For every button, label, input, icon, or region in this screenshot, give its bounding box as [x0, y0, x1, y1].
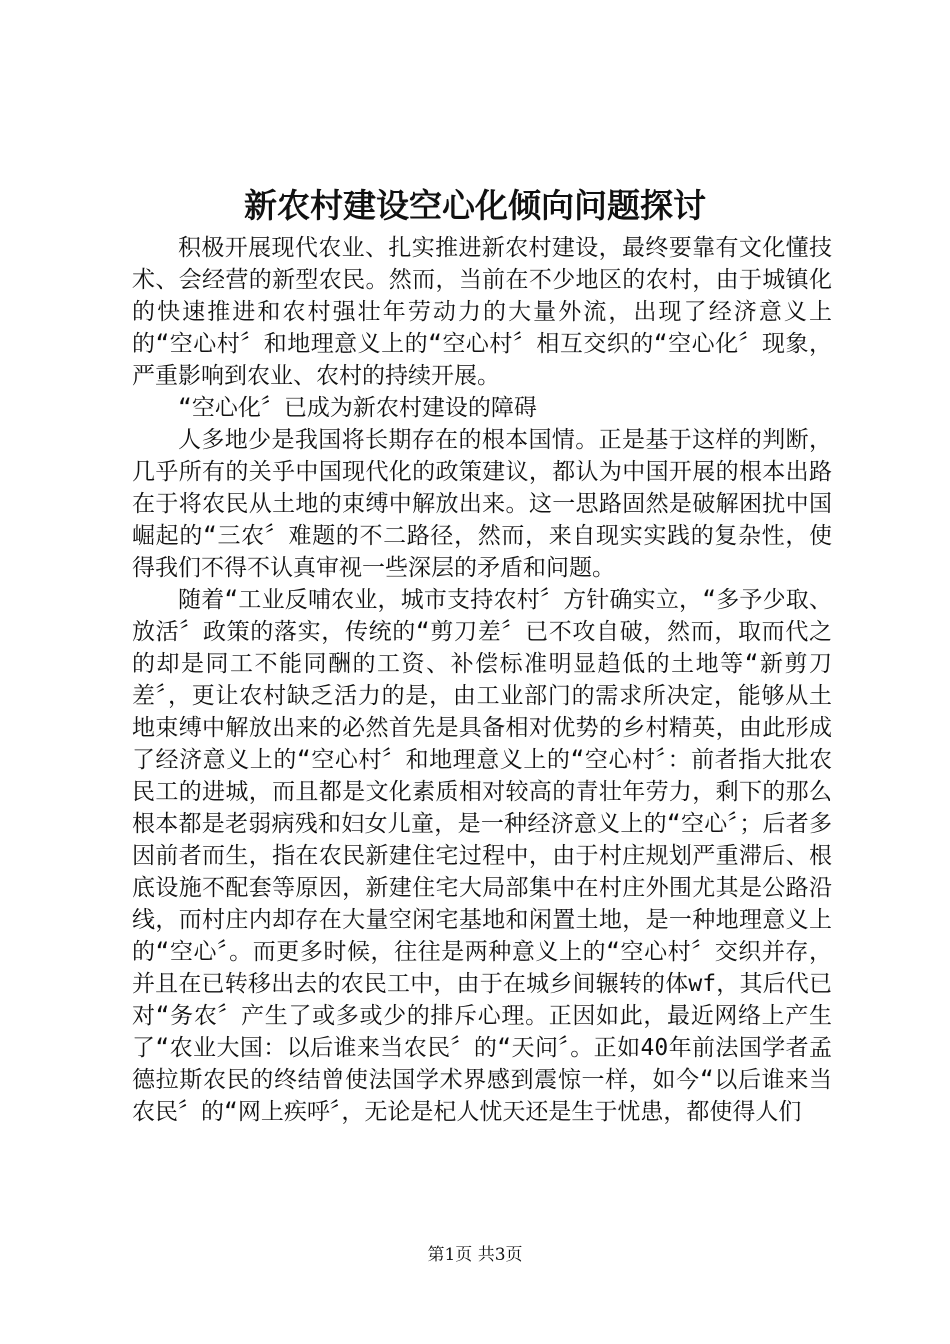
document-body	[132, 232, 832, 1128]
paragraph-hollow-village: 随着“工业反哺农业，城市支持农村〞方针确实立，“多予少取、放活〞政策的落实，传统的“剪刀差〞已不攻自破，然而，取而代之的却是同工不能同酬的工资、补偿标准明显趋低的土地等“新剪刀差〞，更让农村缺乏活力的是，由工业部门的需求所决定，能够从土地束缚中解放出来的必然首先是具备相对优势的乡村精英，由此形成了经济意义上的“空心村〞和地理意义上的“空心村〞：前者指大批农民工的进城，而且都是文化素质相对较高的青壮年劳力，剩下的那么根本都是老弱病残和妇女儿童，是一种经济意义上的“空心〞；后者多因前者而生，指在农民新建住宅过程中，由于村庄规划严重滞后、根底设施不配套等原因，新建住宅大局部集中在村庄外围尤其是公路沿线，而村庄内却存在大量空闲宅基地和闲置土地，是一种地理意义上的“空心〞。而更多时候，往往是两种意义上的“空心村〞交织并存，并且在已转移出去的农民工中，由于在城乡间辗转的体wf，其后代已对“务农〞产生了或多或少的排斥心理。正因如此，最近网络上产生了“农业大国：以后谁来当农民〞的“天问〞。正如40年前法国学者孟德拉斯农民的终结曾使法国学术界感到震惊一样，如今“以后谁来当农民〞的“网上疾呼〞，无论是杞人忧天还是生于忧患，都使得人们	[132, 587, 832, 1125]
section-heading: “空心化〞已成为新农村建设的障碍	[178, 395, 537, 421]
page-number: 第1页 共3页	[427, 1245, 523, 1265]
paragraph-intro: 积极开展现代农业、扎实推进新农村建设，最终要靠有文化懂技术、会经营的新型农民。然而，当前在不少地区的农村，由于城镇化的快速推进和农村强壮年劳动力的大量外流，出现了经济意义上的“空心村〞和地理意义上的“空心村〞相互交织的“空心化〞现象，严重影响到农业、农村的持续开展。	[132, 235, 832, 389]
document-title: 新农村建设空心化倾向问题探讨	[244, 186, 706, 225]
paragraph-national-conditions: 人多地少是我国将长期存在的根本国情。正是基于这样的判断，几乎所有的关乎中国现代化的政策建议，都认为中国开展的根本出路在于将农民从土地的束缚中解放出来。这一思路固然是破解困扰中国崛起的“三农〞难题的不二路径，然而，来自现实实践的复杂性，使得我们不得不认真审视一些深层的矛盾和问题。	[132, 427, 832, 581]
